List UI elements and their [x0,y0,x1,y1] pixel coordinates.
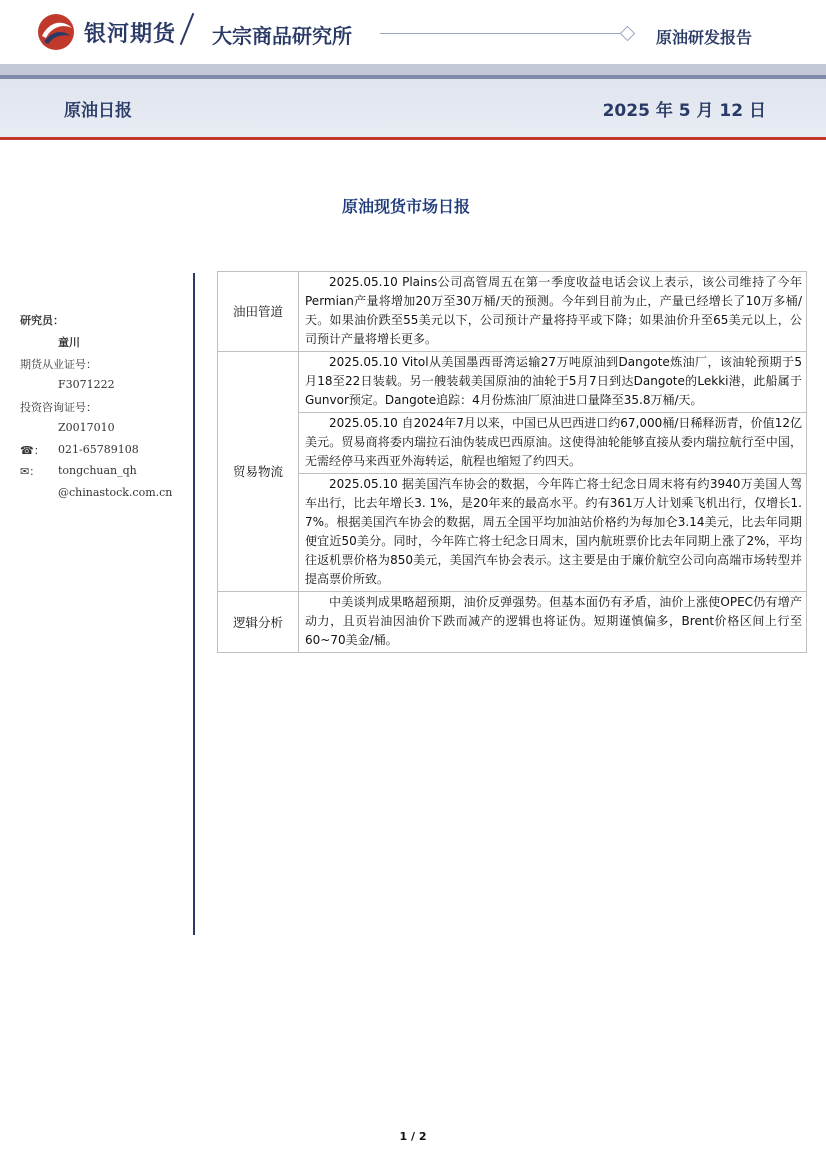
page-number: 1 / 2 [399,1130,427,1143]
report-date: 2025 年 5 月 12 日 [602,101,766,121]
report-type-label: 原油研发报告 [656,28,753,47]
advisory-cert-label: 投资咨询证号： [20,401,97,414]
entry-cell: 中美谈判成果略超预期，油价反弹强势。但基本面仍有矛盾，油价上涨使OPEC仍有增产动力，且页岩油因油价下跌而减产的逻辑也将证伪。短期谨慎偏多，Brent价格区间上行至60~70美金/桶。 [299,592,807,653]
phone-icon: ☎： [20,444,45,457]
table-row [218,352,807,413]
table-row [218,413,807,474]
sidebar-divider [193,273,195,935]
category-cell: 贸易物流 [218,352,299,592]
category-cell: 逻辑分析 [218,592,299,653]
header-rule [380,33,624,34]
futures-cert-value: F3071222 [58,378,115,391]
document-title: 原油现货市场日报 [342,197,471,216]
header-slash-divider [180,13,195,45]
researcher-label: 研究员： [20,314,64,327]
entry-cell: 2025.05.10 自2024年7月以来，中国已从巴西进口约67,000桶/日稀释沥青，价值12亿美元。贸易商将委内瑞拉石油伪装成巴西原油。这使得油轮能够直接从委内瑞拉航行至中国，无需经停马来西亚外海转运，航程也缩短了约四天。 [299,413,807,474]
department-name: 大宗商品研究所 [212,24,352,48]
email-icon: ✉： [20,465,41,478]
company-name: 银河期货 [84,22,177,47]
entry-cell: 2025.05.10 Vitol从美国墨西哥湾运输27万吨原油到Dangote炼油厂，该油轮预期于5月18至22日装载。另一艘装载美国原油的油轮于5月7日到达Dangote的Lekki港，此船属于Gunvor预定。Dangote追踪：4月份炼油厂原油进口量降至35.8万桶/天。 [299,352,807,413]
report-title: 原油日报 [64,101,132,121]
entry-cell: 2025.05.10 Plains公司高管周五在第一季度收益电话会议上表示，该公司维持了今年Permian产量将增加20万至30万桶/天的预测。今年到目前为止，产量已经增长了10万多桶/天。如果油价跌至55美元以下，公司预计产量将持平或下降；如果油价升至65美元以上，公司预计产量将增长更多。 [299,272,807,352]
email-line-1: tongchuan_qh [58,464,137,477]
entry-cell: 2025.05.10 据美国汽车协会的数据，今年阵亡将士纪念日周末将有约3940万美国人驾车出行，比去年增长3. 1%，是20年来的最高水平。约有361万人计划乘飞机出行，仅增长1. 7%。根据美国汽车协会的数据，周五全国平均加油站价格约为每加仑3.14美元，比去年同期便宜近50美分。同时，今年阵亡将士纪念日周末，国内航班票价比去年同期上涨了2%，平均往返机票价格为850美元，美国汽车协会表示。这主要是由于廉价航空公司向高端市场转型并提高票价所致。 [299,474,807,592]
advisory-cert-value: Z0017010 [58,421,115,434]
table-row [218,474,807,592]
category-cell: 油田管道 [218,272,299,352]
market-report-table [217,271,807,653]
galaxy-logo-icon [36,12,76,52]
table-row [218,272,807,352]
email-line-2: @chinastock.com.cn [58,486,173,499]
title-band-red-rule [0,137,826,140]
title-band-top [0,64,826,75]
futures-cert-label: 期货从业证号： [20,358,97,371]
phone-value: 021-65789108 [58,443,139,456]
table-row [218,592,807,653]
header-diamond-icon [620,26,636,42]
researcher-name: 童川 [58,336,80,349]
